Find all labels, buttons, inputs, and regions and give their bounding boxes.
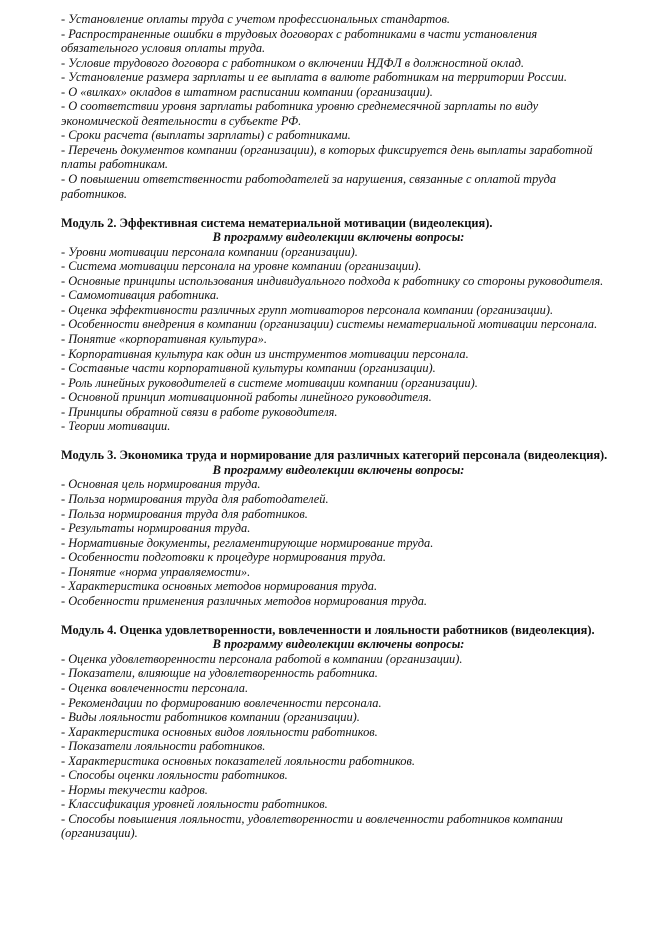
- module-3-section: [61, 448, 616, 608]
- list-item: - Нормативные документы, регламентирующие нормирование труда.: [61, 535, 434, 550]
- module-subtitle: В программу видеолекции включены вопросы:: [212, 462, 465, 477]
- list-item: - Корпоративная культура как один из инструментов мотивации персонала.: [61, 346, 469, 361]
- section-spacer: [61, 608, 616, 623]
- list-item: - Перечень документов компании (организации), в которых фиксируется день выплаты заработной платы работникам.: [61, 142, 593, 172]
- list-item: - Основные принципы использования индивидуального подхода к работнику со стороны руководителя.: [61, 273, 604, 288]
- list-item: - Особенности подготовки к процедуре нормирования труда.: [61, 550, 387, 565]
- list-item: - Уровни мотивации персонала компании (организации).: [61, 244, 358, 259]
- list-item: - Показатели, влияющие на удовлетворенность работника.: [61, 666, 378, 681]
- list-item: - Система мотивации персонала на уровне компании (организации).: [61, 259, 422, 274]
- list-item: - Основная цель нормирования труда.: [61, 477, 261, 492]
- list-item: - Роль линейных руководителей в системе мотивации компании (организации).: [61, 375, 478, 390]
- module-title: Модуль 3. Экономика труда и нормирование для различных категорий персонала (видеолекция).: [61, 448, 608, 463]
- list-item: - Польза нормирования труда для работников.: [61, 506, 308, 521]
- list-item: - Оценка вовлеченности персонала.: [61, 681, 249, 696]
- list-item: - Классификация уровней лояльности работников.: [61, 797, 328, 812]
- list-item: - Основной принцип мотивационной работы линейного руководителя.: [61, 390, 432, 405]
- list-item: - Составные части корпоративной культуры компании (организации).: [61, 361, 436, 376]
- module-subtitle: В программу видеолекции включены вопросы:: [212, 230, 465, 245]
- list-item: - Нормы текучести кадров.: [61, 782, 208, 797]
- list-item: - Сроки расчета (выплаты зарплаты) с работниками.: [61, 128, 351, 143]
- list-item: - Результаты нормирования труда.: [61, 521, 251, 536]
- list-item: - Виды лояльности работников компании (организации).: [61, 710, 360, 725]
- list-item: - Принципы обратной связи в работе руководителя.: [61, 404, 338, 419]
- section-spacer: [61, 201, 616, 216]
- list-item: - Способы оценки лояльности работников.: [61, 768, 288, 783]
- module-4-section: [61, 623, 616, 841]
- list-item: - Установление размера зарплаты и ее выплата в валюте работникам на территории России.: [61, 70, 567, 85]
- list-item: - О «вилках» окладов в штатном расписании компании (организации).: [61, 84, 433, 99]
- list-item: - Установление оплаты труда с учетом профессиональных стандартов.: [61, 12, 450, 26]
- intro-list: [61, 12, 616, 201]
- section-spacer: [61, 434, 616, 449]
- list-item: - Оценка эффективности различных групп мотиваторов персонала компании (организации).: [61, 302, 554, 317]
- list-item: - Рекомендации по формированию вовлеченности персонала.: [61, 695, 382, 710]
- list-item: - Распространенные ошибки в трудовых договорах с работниками в части установления обязательного условия оплаты труда.: [61, 26, 538, 56]
- list-item: - Оценка удовлетворенности персонала работой в компании (организации).: [61, 651, 463, 666]
- list-item: - О соответствии уровня зарплаты работника уровню среднемесячной зарплаты по виду экономической деятельности в субъекте РФ.: [61, 99, 539, 128]
- list-item: - Способы повышения лояльности, удовлетворенности и вовлеченности работников компании (организации).: [61, 811, 563, 841]
- list-item: - Характеристика основных видов лояльности работников.: [61, 724, 378, 739]
- list-item: - Условие трудового договора с работником о включении НДФЛ в должностной оклад.: [61, 55, 525, 70]
- list-item: - Теории мотивации.: [61, 419, 171, 434]
- list-item: - Показатели лояльности работников.: [61, 739, 266, 754]
- module-subtitle: В программу видеолекции включены вопросы:: [212, 637, 465, 652]
- module-title: Модуль 4. Оценка удовлетворенности, вовлеченности и лояльности работников (видеолекция).: [61, 622, 595, 637]
- list-item: - Характеристика основных методов нормирования труда.: [61, 579, 378, 594]
- module-2-section: [61, 216, 616, 434]
- list-item: - О повышении ответственности работодателей за нарушения, связанные с оплатой труда работников.: [61, 172, 557, 201]
- list-item: - Особенности применения различных методов нормирования труда.: [61, 593, 428, 608]
- list-item: - Польза нормирования труда для работодателей.: [61, 491, 329, 506]
- module-title: Модуль 2. Эффективная система нематериальной мотивации (видеолекция).: [61, 215, 493, 230]
- list-item: - Понятие «норма управляемости».: [61, 564, 251, 579]
- document-page: [61, 12, 616, 841]
- list-item: - Особенности внедрения в компании (организации) системы нематериальной мотивации персонала.: [61, 317, 598, 332]
- list-item: - Понятие «корпоративная культура».: [61, 331, 267, 346]
- list-item: - Самомотивация работника.: [61, 288, 220, 303]
- list-item: - Характеристика основных показателей лояльности работников.: [61, 753, 415, 768]
